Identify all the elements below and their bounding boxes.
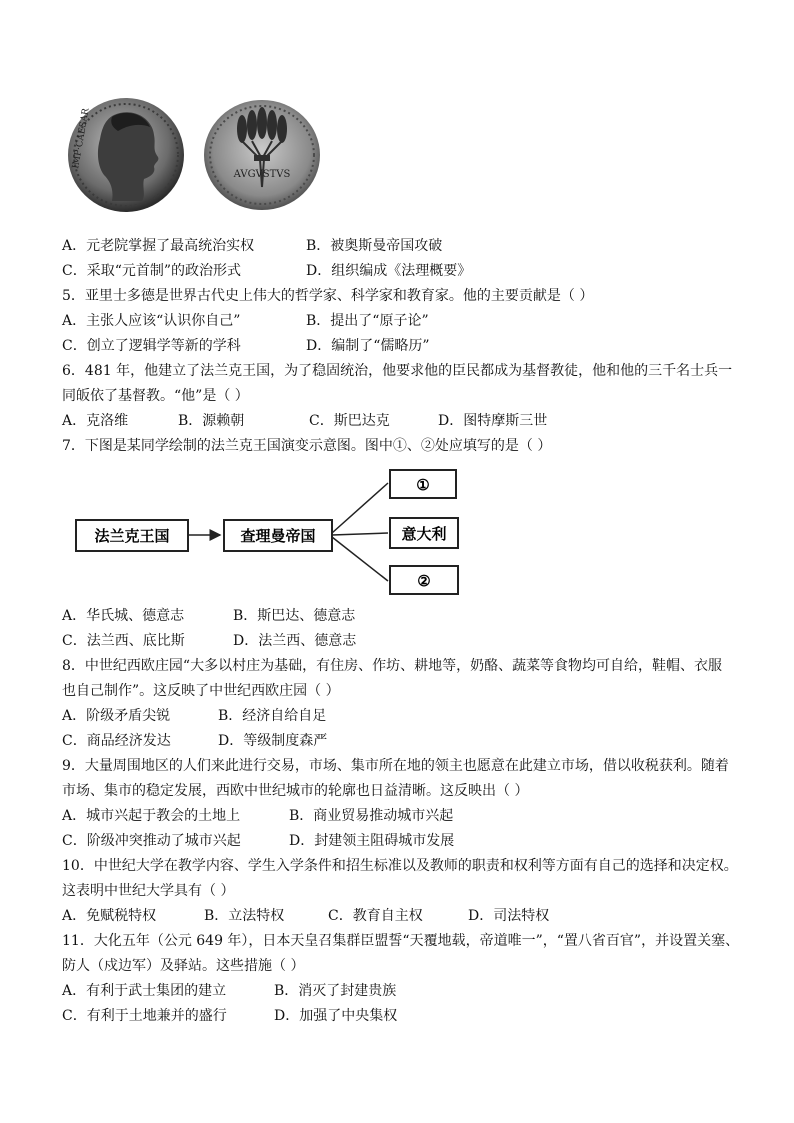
q7-option-c: C．法兰西、底比斯	[62, 633, 185, 649]
q5-option-a: A．主张人应该“认识你自己”	[62, 313, 241, 329]
q5-option-c: C．创立了逻辑学等新的学科	[62, 338, 241, 354]
q6-option-a: A．克洛维	[62, 413, 129, 429]
q4-option-a: A．元老院掌握了最高统治实权	[62, 238, 255, 254]
box-blank-1	[390, 470, 456, 498]
line-to-box-1	[332, 483, 388, 533]
q9-option-c: C．阶级冲突推动了城市兴起	[62, 833, 241, 849]
q7-option-b: B．斯巴达、德意志	[233, 608, 356, 624]
q7-option-d: D．法兰西、德意志	[233, 633, 357, 649]
q11-stem-line2: 防人（戍边军）及驿站。这些措施（ ）	[62, 958, 305, 974]
q9-stem-line2: 市场、集市的稳定发展，西欧中世纪城市的轮廓也日益清晰。这反映出（ ）	[62, 783, 529, 799]
q11-option-c: C．有利于土地兼并的盛行	[62, 1008, 227, 1024]
q4-option-d: D．组织编成《法理概要》	[306, 263, 472, 279]
box-2-label: ②	[417, 572, 431, 590]
svg-text:AVGVSTVS: AVGVSTVS	[233, 169, 291, 180]
q6-stem-line1: 6．481 年，他建立了法兰克王国，为了稳固统治，他要求他的臣民都成为基督教徒，他和他的三千名士兵一	[62, 363, 733, 379]
frankish-kingdom-diagram	[74, 467, 466, 597]
coin-reverse-wheat	[204, 100, 320, 210]
box-frankish-label: 法兰克王国	[94, 527, 170, 545]
q4-option-b: B．被奥斯曼帝国攻破	[306, 238, 443, 254]
q5-stem: 5．亚里士多德是世界古代史上伟大的哲学家、科学家和教育家。他的主要贡献是（ ）	[62, 288, 594, 304]
line-to-box-2	[332, 537, 388, 581]
q7-option-a: A．华氏城、德意志	[62, 608, 185, 624]
q8-option-a: A．阶级矛盾尖锐	[62, 708, 171, 724]
q11-stem-line1: 11．大化五年（公元 649 年），日本天皇召集群臣盟誓“天覆地载，帝道唯一”，“置八省百官”，并设置关塞、	[62, 933, 740, 949]
box-italy-label: 意大利	[401, 525, 447, 543]
q5-option-d: D．编制了“儒略历”	[306, 338, 430, 354]
box-italy	[390, 518, 458, 548]
q4-option-c: C．采取“元首制”的政治形式	[62, 263, 242, 279]
q9-stem-line1: 9．大量周围地区的人们来此进行交易，市场、集市所在地的领主也愿意在此建立市场，借以收税获利。随着	[62, 758, 729, 774]
q11-option-a: A．有利于武士集团的建立	[62, 983, 227, 999]
q6-stem-line2: 同皈依了基督教。“他”是（ ）	[62, 388, 249, 404]
box-frankish-kingdom	[76, 520, 188, 551]
box-1-label: ①	[416, 476, 430, 494]
q11-option-b: B．消灭了封建贵族	[274, 983, 397, 999]
q11-option-d: D．加强了中央集权	[274, 1008, 398, 1024]
q6-option-c: C．斯巴达克	[309, 413, 390, 429]
box-blank-2	[390, 566, 458, 594]
line-to-box-italy	[332, 533, 388, 535]
q8-stem-line1: 8．中世纪西欧庄园“大多以村庄为基础，有住房、作坊、耕地等，奶酪、蔬菜等食物均可自给，鞋帽、衣服	[62, 658, 723, 674]
q5-option-b: B．提出了“原子论”	[306, 313, 429, 329]
q10-stem-line1: 10．中世纪大学在教学内容、学生入学条件和招生标准以及教师的职责和权利等方面有自己的选择和决定权。	[62, 858, 738, 874]
q9-option-b: B．商业贸易推动城市兴起	[289, 808, 454, 824]
q7-stem: 7．下图是某同学绘制的法兰克王国演变示意图。图中①、②处应填写的是（ ）	[62, 438, 552, 454]
q9-option-d: D．封建领主阻碍城市发展	[289, 833, 455, 849]
roman-coins-image	[62, 97, 324, 215]
q10-option-a: A．免赋税特权	[62, 908, 157, 924]
q8-stem-line2: 也自己制作”。这反映了中世纪西欧庄园（ ）	[62, 683, 340, 699]
coin-obverse-portrait	[68, 98, 184, 212]
box-charlemagne-empire	[224, 520, 332, 551]
q6-option-d: D．图特摩斯三世	[438, 413, 548, 429]
q8-option-b: B．经济自给自足	[218, 708, 327, 724]
q10-option-b: B．立法特权	[204, 908, 285, 924]
q9-option-a: A．城市兴起于教会的土地上	[62, 808, 241, 824]
q8-option-d: D．等级制度森严	[218, 733, 328, 749]
box-charlemagne-label: 查理曼帝国	[240, 527, 316, 545]
q10-option-c: C．教育自主权	[328, 908, 423, 924]
svg-text:IMP·CAESAR: IMP·CAESAR	[71, 107, 92, 170]
q8-option-c: C．商品经济发达	[62, 733, 171, 749]
q6-option-b: B．源赖朝	[178, 413, 245, 429]
q10-stem-line2: 这表明中世纪大学具有（ ）	[62, 883, 235, 899]
q10-option-d: D．司法特权	[468, 908, 550, 924]
